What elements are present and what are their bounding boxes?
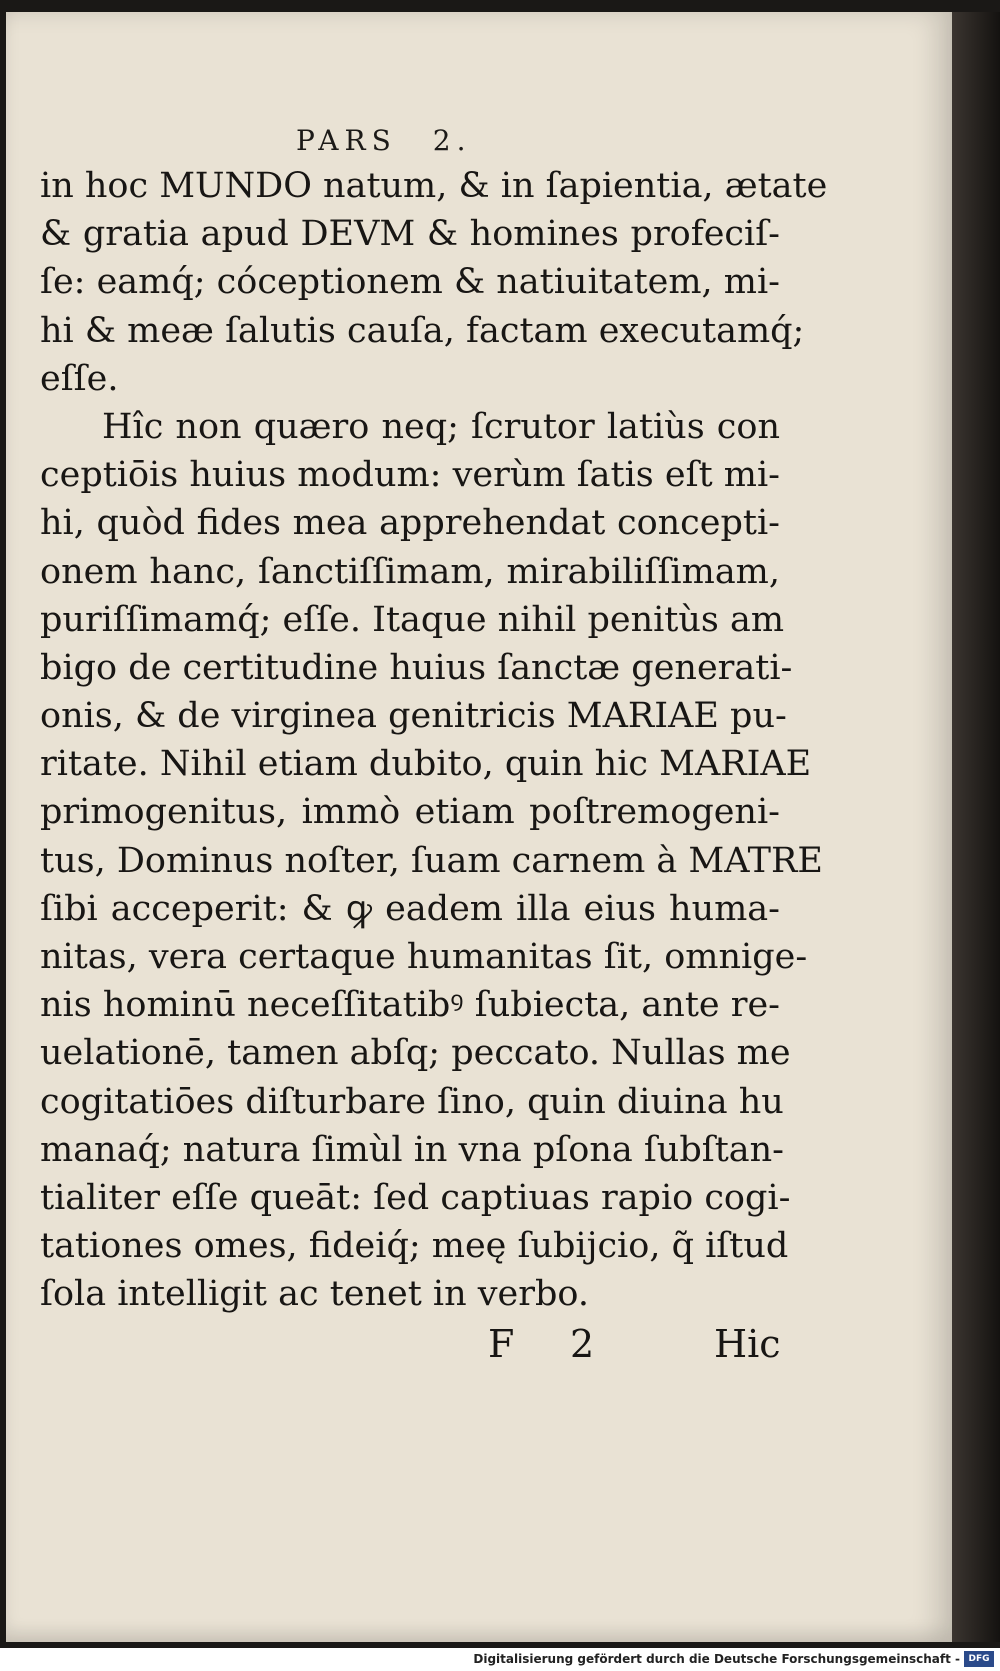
- catchword: Hic: [714, 1322, 781, 1366]
- text-line: eſſe.: [40, 358, 119, 399]
- header-title: PARS: [296, 124, 397, 157]
- book-edge: [952, 12, 1000, 1642]
- text-line: nitas, vera certaque humanitas ſit, omnige-: [40, 937, 808, 977]
- text-line: tus, Dominus noſter, ſuam carnem à MATRE: [40, 840, 823, 881]
- text-line: bigo de certitudine huius ſanctæ generati-: [40, 647, 793, 688]
- text-line: in hoc MUNDO natum, & in ſapientia, ætate: [40, 166, 828, 206]
- text-line: hi, quòd fides mea apprehendat concepti-: [40, 503, 780, 544]
- credit-text: Digitalisierung gefördert durch die Deutsche Forschungsgemeinschaft -: [473, 1652, 960, 1666]
- text-line: tationes omes, fideiq́; meę ſubijcio, q̃ iſtud: [40, 1226, 789, 1267]
- text-line: ſibi acceperit: & ꝙ eadem illa eius huma-: [40, 888, 780, 929]
- text-line: primogenitus, immò etiam poſtremogeni-: [40, 792, 780, 833]
- dfg-logo: DFG: [964, 1651, 994, 1667]
- text-line: uelationē, tamen abſq; peccato. Nullas me: [40, 1033, 791, 1074]
- text-line: onis, & de virginea genitricis MARIAE pu-: [40, 696, 787, 737]
- text-line: onem hanc, ſanctiſſimam, mirabiliſſimam,: [40, 551, 780, 592]
- credit-bar: [0, 1648, 1000, 1671]
- book-page: [6, 12, 952, 1642]
- page-footer: [6, 1322, 952, 1372]
- text-line: cogitatiōes diſturbare ſino, quin diuina hu: [40, 1081, 784, 1122]
- body-text: [40, 162, 828, 1319]
- text-line: tialiter eſſe queāt: ſed captiuas rapio cogi-: [40, 1177, 791, 1218]
- text-line: hi & meæ ſalutis cauſa, factam executamq́;: [40, 310, 805, 351]
- text-line: ceptiōis huius modum: verùm ſatis eſt mi-: [40, 455, 780, 496]
- text-line: puriſſimamq́; eſſe. Itaque nihil penitùs am: [40, 599, 785, 640]
- signature-number: 2: [570, 1322, 595, 1366]
- text-line: nis hominū neceſſitatibꝰ ſubiecta, ante re-: [40, 985, 780, 1026]
- signature-mark: F: [488, 1322, 515, 1366]
- text-line: & gratia apud DEVM & homines profeciſ-: [40, 214, 780, 255]
- text-line: ritate. Nihil etiam dubito, quin hic MARIAE: [40, 744, 812, 785]
- text-line: manaq́; natura ſimùl in vna pſona ſubſtan-: [40, 1129, 785, 1170]
- text-line: Hîc non quæro neq; ſcrutor latiùs con: [102, 406, 780, 447]
- text-line: ſe: eamq́; cóceptionem & natiuitatem, mi-: [40, 262, 781, 303]
- running-header: [296, 124, 471, 157]
- text-line: ſola intelligit ac tenet in verbo.: [40, 1274, 589, 1315]
- header-page-number: 2.: [432, 124, 472, 157]
